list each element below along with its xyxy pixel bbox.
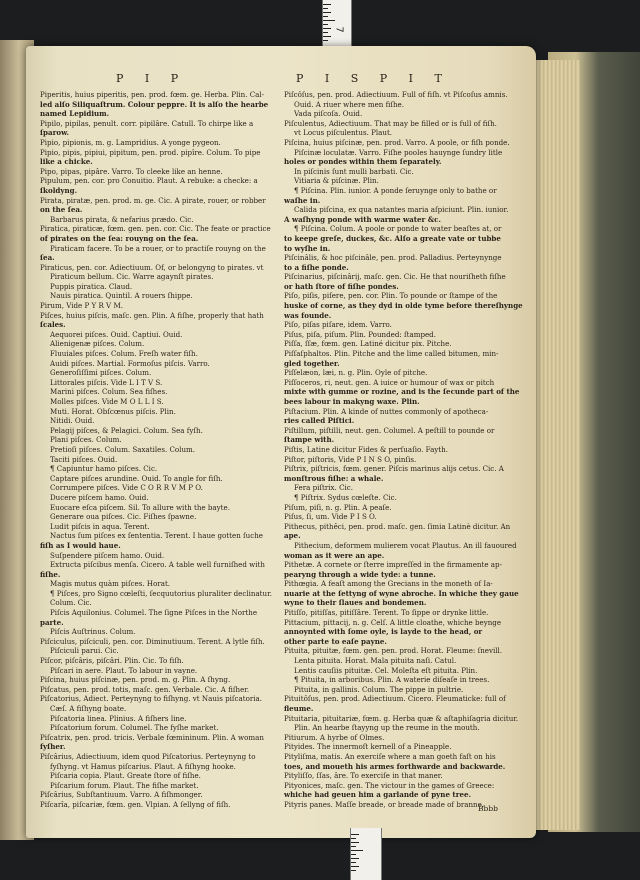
catchword: Bbbb	[478, 804, 498, 813]
dictionary-line: huske of corne, as they dyd in olde tyme before thereſhynge	[284, 301, 523, 311]
dictionary-line: on the ſea.	[40, 205, 83, 215]
dictionary-line: ¶ Piſcina. Colum. A poole or ponde to water beaſtes at, or	[294, 224, 502, 234]
dictionary-line: fyſhyng. vt Hamus piſcarius. Plaut. A fiſhyng hooke.	[50, 761, 236, 771]
dictionary-line: Taciti piſces. Ouid.	[50, 454, 118, 464]
dictionary-line: or hath ſtore of fiſhe pondes.	[284, 281, 399, 291]
dictionary-line: Alienigenæ piſces. Colum.	[50, 339, 145, 349]
dictionary-line: ape.	[284, 531, 301, 541]
dictionary-line: ¶ Piſtrix. Sydus cœleſte. Cic.	[294, 492, 397, 502]
dictionary-line: Piſtacium. Plin. A kinde of nuttes commonly of apotheca-	[284, 406, 489, 416]
dictionary-line: Barbarus pirata, & nefarius prædo. Cic.	[50, 214, 194, 224]
dictionary-line: Pipio, pipionis, m. g. Lampridius. A yonge pygeon.	[40, 137, 221, 147]
dictionary-line: Ouid. A riuer where men fiſhe.	[294, 99, 404, 109]
dictionary-line: Colum. Cic.	[50, 598, 92, 608]
dictionary-line: Piſcis Aquilonius. Columel. The ſigne Piſces in the Northe	[50, 608, 258, 618]
dictionary-line: Euocare eſca piſcem. Sil. To allure with the bayte.	[50, 502, 230, 512]
dictionary-line: Piſo, piſis, piſere, pen. cor. Plin. To pounde or ſtampe of the	[284, 291, 498, 301]
dictionary-line: Piſcôſus, pen. prod. Adiectiuum. Full of fiſh. vt Piſcoſus amnis.	[284, 90, 508, 99]
dictionary-line: Pityliſma, matis. An exerciſe where a man goeth faſt on his	[284, 751, 496, 761]
dictionary-line: Piſſaſphaltos. Plin. Pitche and the lime called bitumen, min-	[284, 349, 499, 359]
left-column	[40, 90, 276, 810]
dictionary-line: Pelagij piſces, & Pelagici. Colum. Sea fyſh.	[50, 425, 203, 435]
dictionary-line: In piſcinis ſunt mulli barbati. Cic.	[294, 166, 414, 176]
dictionary-line: Pityides. The innermoſt kernell of a Pineapple.	[284, 742, 452, 752]
dictionary-line: Piſciculi parui. Cic.	[50, 646, 119, 656]
dictionary-line: Lenta pituita. Horat. Mala pituita naſi. Catul.	[294, 656, 457, 666]
dictionary-line: Pipulum, pen. cor. pro Conuitio. Plaut. A rebuke: a checke: a	[40, 176, 258, 186]
dictionary-line: Pirum, Vide P Y R V M.	[40, 301, 123, 311]
dictionary-line: Pittacium, pittacij, n. g. Celſ. A little cloathe, whiche beynge	[284, 617, 502, 627]
dictionary-line: Captare piſces arundine. Ouid. To angle for fiſh.	[50, 473, 223, 483]
dictionary-line: Piſcina, huius piſcinæ, pen. prod. Varro. A poole, or fiſh ponde.	[284, 137, 510, 147]
dictionary-line: ries called Piſtici.	[284, 416, 355, 426]
dictionary-line: Ludit piſcis in aqua. Terent.	[50, 521, 150, 531]
dictionary-line: fiſh as I would haue.	[40, 540, 121, 550]
dictionary-line: Fluuiales piſces. Colum. Freſh water fiſh.	[50, 349, 198, 359]
dictionary-line: Pipo, pipas, pipâre. Varro. To cleeke like an henne.	[40, 166, 223, 176]
dictionary-line: Nitidi. Ouid.	[50, 416, 95, 426]
dictionary-line: annoynted with ſome oyle, is layde to the head, or	[284, 627, 483, 637]
dictionary-line: Piſcatrix, pen. prod. tricis. Verbale fœmininum. Plin. A woman	[40, 732, 264, 742]
dictionary-line: Vada piſcoſa. Ouid.	[294, 109, 363, 119]
dictionary-line: to keepe greſe, duckes, &c. Alſo a greate vate or tubbe	[284, 233, 501, 243]
dictionary-line: ¶ Piſces, pro Signo cœleſti, ſecquutorius pluraliter declinatur.	[50, 588, 272, 598]
dictionary-line: fyſher.	[40, 742, 66, 752]
dictionary-line: Generare oua piſces. Cic. Fiſhes ſpawne.	[50, 512, 197, 522]
dictionary-line: Piſcina, huius piſcinæ, pen. prod. m. g. Plin. A ſhyng.	[40, 675, 231, 685]
dictionary-line: was founde.	[284, 310, 332, 320]
dictionary-line: Piſciculus, piſciculi, pen. cor. Diminutiuum. Terent. A lytle fiſh.	[40, 636, 265, 646]
dictionary-line: gled together.	[284, 358, 340, 368]
dictionary-line: Piſcatus, pen. prod. totis, maſc. gen. Verbale. Cic. A fiſher.	[40, 684, 250, 694]
dictionary-line: Pithecium, deformem mulierem vocat Plautus. An ill fauoured	[294, 540, 517, 550]
dictionary-line: ¶ Piſcina. Plin. iunior. A ponde ſeruynge only to bathe or	[294, 185, 497, 195]
dictionary-line: mixte with gumme or rozine, and is the ſecunde part of the	[284, 387, 520, 397]
ruler-bottom	[350, 828, 382, 880]
dictionary-line: Piſcari in aere. Plaut. To labour in vayne.	[50, 665, 198, 675]
dictionary-line: ſcales.	[40, 320, 66, 330]
dictionary-line: holes or pondes within them ſeparately.	[284, 157, 442, 167]
dictionary-line: ſea.	[40, 253, 55, 263]
dictionary-line: fiſhe.	[40, 569, 61, 579]
dictionary-line: Extructa piſcibus menſa. Cicero. A table well furniſhed with	[50, 560, 265, 570]
dictionary-line: Piſces, huius piſcis, maſc. gen. Plin. A fiſhe, properly that hath	[40, 310, 264, 320]
dictionary-line: Pityris panes. Maſſe breade, or breade made of branne.	[284, 799, 485, 809]
dictionary-line: Piraticum bellum. Cic. Warre agaynſt pirates.	[50, 272, 214, 282]
dictionary-line: Piſſa, ſſæ, fœm. gen. Latiné dicitur pix. Pitche.	[284, 339, 452, 349]
dictionary-line: Pityliſſo, ſſas, âre. To exerciſe in that maner.	[284, 771, 443, 781]
dictionary-line: Pithecus, pithêci, pen. prod. maſc. gen. ſimia Latinè dicitur. An	[284, 521, 511, 531]
ruler-top	[322, 0, 352, 46]
dictionary-line: Pitiurum. A hyrbe of Olmes.	[284, 732, 385, 742]
dictionary-line: Piſcinarius, piſcinârij, maſc. gen. Cic. He that nouriſheth fiſhe	[284, 272, 506, 282]
dictionary-line: Pithœgia. A feaſt among the Grecians in the moneth of Ia-	[284, 579, 493, 589]
dictionary-line: Piſcatorium forum. Columel. The fyſhe market.	[50, 723, 219, 733]
dictionary-line: Corrumpere piſces. Vide C O R R V M P O.	[50, 483, 203, 493]
dictionary-line: ¶ Pituita, in arboribus. Plin. A waterie diſeaſe in trees.	[294, 675, 490, 685]
dictionary-line: other parte to eaſe payne.	[284, 636, 387, 646]
dictionary-line: Pituita, in gallinis. Colum. The pippe in pultrie.	[294, 684, 464, 694]
dictionary-line: Puppis piratica. Claud.	[50, 281, 133, 291]
dictionary-line: Piſo, piſas piſare, idem. Varro.	[284, 320, 392, 330]
dictionary-line: Piſcor, piſcâris, piſcâri. Plin. Cic. To fiſh.	[40, 656, 184, 666]
dictionary-line: Plin. An hearbe ſtayyng up the reume in the mouth.	[294, 723, 480, 733]
dictionary-line: whiche had geuen him a garlande of pyne tree.	[284, 790, 471, 800]
dictionary-line: Piſculentus, Adiectiuum. That may be filled or is full of fiſh.	[284, 118, 497, 128]
dictionary-line: wyne to their ſlaues and bondemen.	[284, 598, 427, 608]
dictionary-line: parte.	[40, 617, 64, 627]
dictionary-line: Pipio, pipis, pipiui, pipitum, pen. prod. pipîre. Colum. To pipe	[40, 147, 261, 157]
dictionary-line: Fera piſtrix. Cic.	[294, 483, 353, 493]
dictionary-line: Littorales piſcis. Vide L I T V S.	[50, 377, 163, 387]
dictionary-line: Pirata, piratæ, pen. prod. m. ge. Cic. A pirate, rouer, or robber	[40, 195, 266, 205]
dictionary-line: Piſcarium forum. Plaut. The fiſhe market.	[50, 780, 199, 790]
dictionary-line: nuarie at the ſettyng of wyne abroche. In whiche they gaue	[284, 588, 519, 598]
dictionary-line: ſparow.	[40, 128, 69, 138]
dictionary-line: Marini piſces. Colum. Sea fiſhes.	[50, 387, 168, 397]
dictionary-line: to wyſhe in.	[284, 243, 331, 253]
dictionary-line: of pirates on the ſea: rouyng on the ſea.	[40, 233, 199, 243]
dictionary-line: Piſcaria copia. Plaut. Greate ſtore of fiſhe.	[50, 771, 201, 781]
dictionary-line: Generoſiſſimi piſces. Colum.	[50, 368, 152, 378]
dictionary-line: Vitiaria & piſcinæ. Plin.	[294, 176, 379, 186]
dictionary-line: Calida piſcina, ex qua natantes maria aſpiciunt. Plin. iunior.	[294, 205, 509, 215]
dictionary-line: Piſcis Auſtrinus. Colum.	[50, 627, 136, 637]
dictionary-line: Molles piſces. Vide M O L L I S.	[50, 397, 164, 406]
dictionary-line: Pituitôſus, pen. prod. Adiectiuum. Cicero. Fleumaticke: full of	[284, 694, 506, 704]
dictionary-line: Piperitis, huius piperitis, pen. prod. fœm. ge. Herba. Plin. Cal-	[40, 90, 265, 99]
dictionary-line: ¶ Capiuntur hamo piſces. Cic.	[50, 464, 158, 474]
dictionary-line: toes, and moueth his armes forthwarde and backwarde.	[284, 761, 506, 771]
right-column	[284, 90, 524, 810]
dictionary-line: Piſcârius, Adiectiuum, idem quod Piſcatorius. Perteynyng to	[40, 751, 256, 761]
dictionary-line: Piſus, piſa, piſum. Plin. Pounded: ſtamped.	[284, 329, 436, 339]
dictionary-line: Piraticam facere. To be a rouer, or to practiſe rouyng on the	[50, 243, 266, 253]
dictionary-line: Nactus ſum piſces ex ſententia. Terent. I haue gotten ſuche	[50, 531, 263, 541]
dictionary-line: named Lepidium.	[40, 109, 110, 119]
dictionary-line: Aequorei piſces. Ouid. Captiui. Ouid.	[50, 329, 183, 339]
running-head-right: P I S P I T	[296, 72, 451, 85]
dictionary-line: Piſtor, piſtoris, Vide P I N S O, pinſis.	[284, 454, 417, 464]
dictionary-line: Piſum, piſi, n. g. Plin. A peaſe.	[284, 502, 392, 512]
dictionary-line: Pitiſſo, pitiſſas, pitiſſâre. Terent. To ſippe or drynke little.	[284, 608, 489, 618]
dictionary-line: monſtrous fiſhe: a whale.	[284, 473, 384, 483]
dictionary-line: pearyng through a wide tyde: a tunne.	[284, 569, 436, 579]
dictionary-line: Pipilo, pipilas, penult. corr. pipilâre. Catull. To chirpe like a	[40, 118, 254, 128]
dictionary-line: Piſcatoria linea. Plinius. A fiſhers line.	[50, 713, 187, 723]
dictionary-line: Piſus, ſi, um. Vide P I S O.	[284, 512, 377, 522]
dictionary-line: Nauis piratica. Quintil. A rouers ſhippe.	[50, 291, 193, 301]
dictionary-line: Pithetæ. A cornete or ſterre impreſſed in the firmamente ap-	[284, 560, 502, 570]
dictionary-line: ſkoldyng.	[40, 185, 78, 195]
dictionary-line: Lentis cauſiis pituitæ. Cel. Moleſta eſt pituita. Plin.	[294, 665, 478, 675]
dictionary-line: Ducere piſcem hamo. Ouid.	[50, 492, 149, 502]
dictionary-line: Piratica, piraticæ, fœm. gen. pen. cor. Cic. The feate or practice	[40, 224, 271, 234]
dictionary-line: led alſo Siliquaſtrum. Colour peppre. It is alſo the hearbe	[40, 99, 269, 109]
dictionary-line: Pretioſi piſces. Colum. Saxatiles. Colum.	[50, 444, 196, 454]
dictionary-line: Muti. Horat. Obſcœnus piſcis. Plin.	[50, 406, 176, 416]
dictionary-line: Piſcinæ loculatæ. Varro. Fiſhe pooles hauynge ſundry litle	[294, 147, 503, 157]
dictionary-line: Piſſelæon, læi, n. g. Plin. Oyle of pitche.	[284, 368, 428, 378]
ruler-number: 7	[333, 26, 345, 33]
dictionary-line: bees labour in makyng waxe. Plin.	[284, 397, 420, 406]
dictionary-line: fleume.	[284, 704, 314, 713]
dictionary-line: waſhe in.	[284, 195, 321, 205]
dictionary-line: Pituitaria, pituitariæ, fœm. g. Herba quæ & aſtaphiſagria dicitur.	[284, 713, 519, 723]
dictionary-line: Piſtrix, piſtricis, fœm. gener. Piſcis marinus alijs cetus. Cic. A	[284, 464, 504, 474]
dictionary-line: vt Locus piſculentus. Plaut.	[294, 128, 393, 138]
dictionary-line: A waſhyng ponde with warme water &c.	[284, 214, 441, 224]
running-head-left: P I P	[116, 72, 188, 85]
dictionary-line: Piſſoceros, ri, neut. gen. A iuice or humour of wax or pitch	[284, 377, 495, 387]
dictionary-line: Piſtis, Latine dicitur Fides & perſuaſio. Fayth.	[284, 444, 448, 454]
dictionary-line: woman as it were an ape.	[284, 550, 385, 560]
dictionary-line: ſtampe with.	[284, 435, 335, 445]
dictionary-line: Piſcatorius, Adiect. Perteynyng to fiſhyng. vt Nauis piſcatoria.	[40, 694, 262, 704]
dictionary-line: to a fiſhe ponde.	[284, 262, 349, 272]
dictionary-line: Piſcinâlis, & hoc piſcinâle, pen. prod. Palladius. Perteynynge	[284, 253, 502, 263]
dictionary-line: Cæſ. A fiſhyng boate.	[50, 704, 127, 713]
dictionary-line: Piſtillum, piſtilli, neut. gen. Columel. A peſtill to pounde or	[284, 425, 495, 435]
dictionary-line: Piraticus, pen. cor. Adiectiuum. Of, or belongyng to pirates. vt	[40, 262, 264, 272]
dictionary-line: Pituita, pituitæ, fœm. gen. pen. prod. Horat. Fleume: ſnevill.	[284, 646, 503, 656]
dictionary-line: Suſpendere piſcem hamo. Ouid.	[50, 550, 165, 560]
dictionary-line: Magis mutus quàm piſces. Horat.	[50, 579, 171, 589]
dictionary-line: Auidi piſces. Martial. Formoſus piſcis. Varro.	[50, 358, 210, 368]
dictionary-line: Plani piſces. Colum.	[50, 435, 122, 445]
dictionary-line: like a chicke.	[40, 157, 93, 167]
dictionary-line: Piſcârius, Subſtantiuum. Varro. A fiſhmonger.	[40, 790, 203, 800]
dictionary-line: Piſcarîa, piſcariæ, fœm. gen. Vlpian. A ſellyng of fiſh.	[40, 799, 231, 809]
dictionary-line: Pityonices, maſc. gen. The victour in the games of Greece:	[284, 780, 495, 790]
